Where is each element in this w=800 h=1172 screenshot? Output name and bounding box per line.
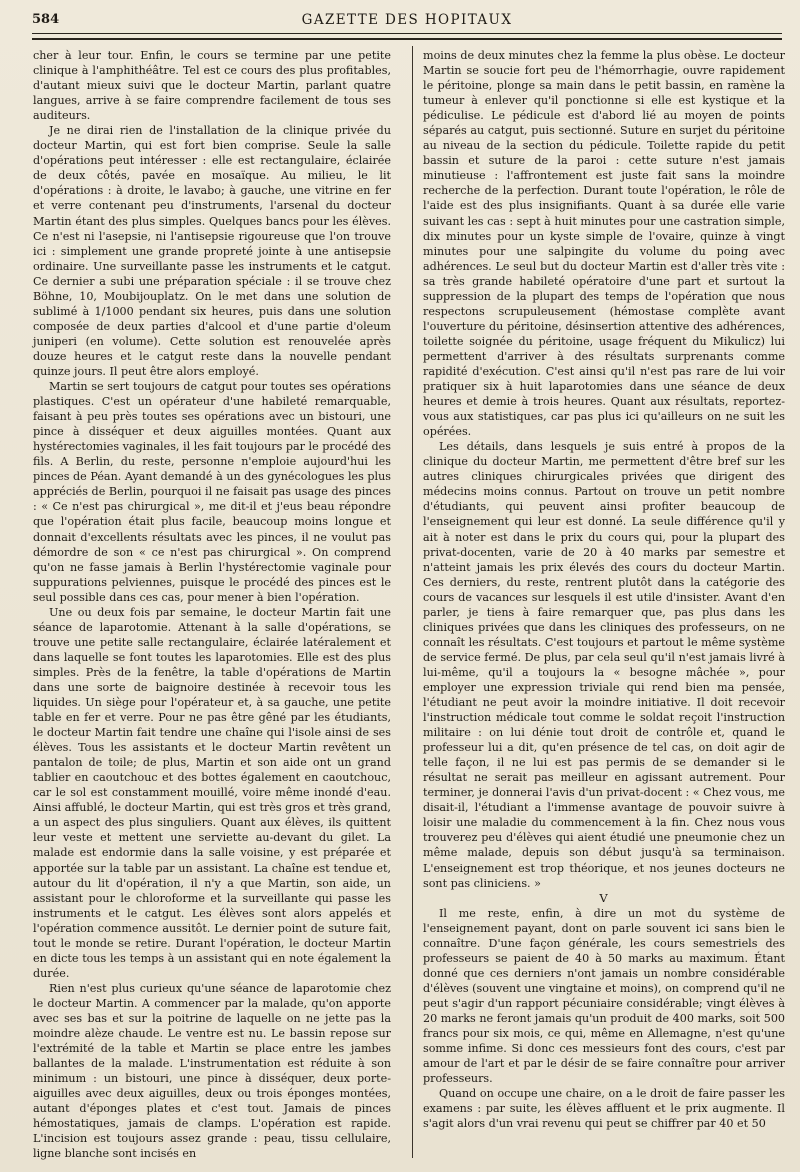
- page-header: [32, 8, 782, 30]
- paragraph: Martin se sert toujours de catgut pour toutes ses opérations plastiques. C'est un opérateur d'une habileté remarquable, faisant à peu près toutes ses opérations avec un bistouri, une pince à disséquer et deux aiguilles montées. Quant aux hystérectomies vaginales, il les fait toujours par le procédé des fils. A Berlin, du reste, personne n'emploie aujourd'hui les pinces de Péan. Ayant demandé à un des gynécologues les plus appréciés de Berlin, pourquoi il ne faisait pas usage des pinces : « Ce n'est pas chirurgical », me dit-il et j'eus beau répondre que l'opération était plus facile, beaucoup moins longue et donnait d'excellents résultats avec les pinces, il ne voulut pas démordre de son « ce n'est pas chirurgical ». On comprend qu'on ne fasse jamais à Berlin l'hystérectomie vaginale pour suppurations pelviennes, puisque le procédé des pinces est le seul possible dans ces cas, pour mener à bien l'opération.: [33, 380, 391, 604]
- header-rule-thin: [32, 33, 782, 34]
- page-number: 584: [32, 12, 60, 27]
- paragraph: Il me reste, enfin, à dire un mot du système de l'enseignement payant, dont on parle souvent ici sans bien le connaître. D'une façon générale, les cours semestriels des professeurs se paient de 40 à 50 marks au maximum. Étant donné que ces derniers n'ont jamais un nombre considérable d'élèves (souvent une vingtaine et moins), on comprend qu'il ne peut s'agir d'un rapport pécuniaire considérable; vingt élèves à 20 marks ne feront jamais qu'un produit de 400 marks, soit 500 francs pour six mois, ce qui, même en Allemagne, n'est qu'une somme infime. Si donc ces messieurs font des cours, c'est par amour de l'art et par le désir de se faire connaître pour arriver professeurs.: [423, 906, 785, 1086]
- paragraph: Je ne dirai rien de l'installation de la clinique privée du docteur Martin, qui est fort bien comprise. Seule la salle d'opérations peut intéresser : elle est rectangulaire, éclairée de deux côtés, pavée en mosaïque. Au milieu, le lit d'opérations : à droite, le lavabo; à gauche, une vitrine en fer et verre contenant peu d'instruments, l'arsenal du docteur Martin étant des plus simples. Quelques bancs pour les élèves. Ce n'est ni l'asepsie, ni l'antisepsie rigoureuse que l'on trouve ici : simplement une grande propreté jointe à une antisepsie ordinaire. Une surveillante passe les instruments et le catgut. Ce dernier a subi une préparation spéciale : il se trouve chez Böhne, 10, Moubijouplatz. On le met dans une solution de sublimé à 1/1000 pendant six heures, puis dans une solution composée de deux parties d'alcool et d'une partie d'oleum juniperi (en volume). Cette solution est renouvelée après douze heures et le catgut reste dans la nouvelle pendant quinze jours. Il peut être alors employé.: [33, 124, 391, 378]
- paragraph: cher à leur tour. Enfin, le cours se termine par une petite clinique à l'amphithéâtre. Tel est ce cours des plus profitables, d'autant mieux suivi que le docteur Martin, parlant quatre langues, arrive à se faire comprendre facilement de tous ses auditeurs.: [33, 49, 391, 123]
- paragraph: Une ou deux fois par semaine, le docteur Martin fait une séance de laparotomie. Attenant à la salle d'opérations, se trouve une petite salle rectangulaire, éclairée latéralement et dans laquelle se font toutes les laparotomies. Elle est des plus simples. Près de la fenêtre, la table d'opérations de Martin dans une sorte de baignoire destinée à recevoir tous les liquides. Un siège pour l'opérateur et, à sa gauche, une petite table en fer et verre. Pour ne pas être gêné par les étudiants, le docteur Martin fait tendre une chaîne qui l'isole ainsi de ses élèves. Tous les assistants et le docteur Martin revêtent un pantalon de toile; de plus, Martin et son aide ont un grand tablier en caoutchouc et des bottes également en caoutchouc, car le sol est constamment mouillé, voire même inondé d'eau. Ainsi affublé, le docteur Martin, qui est très gros et très grand, a un aspect des plus singuliers. Quant aux élèves, ils quittent leur veste et mettent une serviette au-devant du gilet. La malade est endormie dans la salle voisine, y est préparée et apportée sur la table par un assistant. La chaîne est tendue et, autour du lit d'opération, il n'y a que Martin, son aide, un assistant pour le chloroforme et la surveillante qui passe les instruments et le catgut. Les élèves sont alors appelés et l'opération commence aussitôt. Le dernier point de suture fait, tout le monde se retire. Durant l'opération, le docteur Martin en dicte tous les temps à un assistant qui en note également la durée.: [33, 605, 391, 980]
- paragraph: Rien n'est plus curieux qu'une séance de laparotomie chez le docteur Martin. A commencer par la malade, qu'on apporte avec ses bas et sur la poitrine de laquelle on ne jette pas la moindre alèze chaude. Le ventre est nu. Le bassin repose sur l'extrémité de la table et Martin se place entre les jambes ballantes de la malade. L'instrumentation est réduite à son minimum : un bistouri, une pince à disséquer, deux porte-aiguilles avec deux aiguilles, deux ou trois éponges montées, autant d'éponges plates et c'est tout. Jamais de pinces hémostatiques, jamais de clamps. L'opération est rapide. L'incision est toujours assez grande : peau, tissu cellulaire, ligne blanche sont incisés en: [33, 981, 391, 1161]
- section-numeral: V: [599, 890, 609, 905]
- paragraph: Quand on occupe une chaire, on a le droit de faire passer les examens : par suite, les élèves affluent et le prix augmente. Il s'agit alors d'un vrai revenu qui peut se chiffrer par 40 et 50: [423, 1087, 785, 1131]
- column-divider: [412, 46, 413, 1158]
- left-column: [33, 48, 391, 1161]
- journal-title: GAZETTE DES HOPITAUX: [301, 12, 513, 28]
- right-column: [423, 48, 785, 1131]
- header-rule-thick: [32, 38, 782, 40]
- paragraph: Les détails, dans lesquels je suis entré à propos de la clinique du docteur Martin, me permettent d'être bref sur les autres cliniques chirurgicales privées que dirigent des médecins moins connus. Partout on trouve un petit nombre d'étudiants, qui peuvent ainsi profiter beaucoup de l'enseignement qui leur est donné. La seule différence qu'il y ait à noter est dans le prix du cours qui, pour la plupart des privat-docenten, varie de 20 à 40 marks par semestre et n'atteint jamais les prix élevés des cours du docteur Martin. Ces derniers, du reste, rentrent plutôt dans la catégorie des cours de vacances sur lesquels il est utile d'insister. Avant d'en parler, je tiens à faire remarquer que, pas plus dans les cliniques privées que dans les cliniques des professeurs, on ne connaît les résultats. C'est toujours et partout le même système de service fermé. De plus, par cela seul qu'il n'est jamais livré à lui-même, qu'il a toujours la « besogne mâchée », pour employer une expression triviale qui rend bien ma pensée, l'étudiant ne peut avoir la moindre initiative. Il doit recevoir l'instruction médicale tout comme le soldat reçoit l'instruction militaire : on lui dénie tout droit de contrôle et, quand le professeur lui a dit, qu'en présence de tel cas, on doit agir de telle façon, il ne lui est pas permis de se demander si le résultat ne serait pas meilleur en agissant autrement. Pour terminer, je donnerai l'avis d'un privat-docent : « Chez vous, me disait-il, l'étudiant a l'immense avantage de pouvoir suivre à loisir une maladie du commencement à la fin. Chez nous vous trouverez peu d'élèves qui aient étudié une pneumonie chez un même malade, depuis son début jusqu'à sa terminaison. L'enseignement est trop théorique, et nos jeunes docteurs ne sont pas cliniciens. »: [423, 440, 785, 890]
- paragraph: moins de deux minutes chez la femme la plus obèse. Le docteur Martin se soucie fort peu de l'hémorrhagie, ouvre rapidement le péritoine, plonge sa main dans le petit bassin, en ramène la tumeur à enlever qu'il ponctionne si elle est kystique et la pédiculise. Le pédicule est d'abord lié au moyen de points séparés au catgut, puis sectionné. Suture en surjet du péritoine au niveau de la section du pédicule. Toilette rapide du petit bassin et suture de la paroi : cette suture n'est jamais minutieuse : l'affrontement est juste fait sans la moindre recherche de la perfection. Durant toute l'opération, le rôle de l'aide est des plus insignifiants. Quant à sa durée elle varie suivant les cas : sept à huit minutes pour une castration simple, dix minutes pour un kyste simple de l'ovaire, quinze à vingt minutes pour une salpingite du volume du poing avec adhérences. Le seul but du docteur Martin est d'aller très vite : sa très grande habileté opératoire d'une part et surtout la suppression de la plupart des temps de l'opération que nous respectons scrupuleusement (hémostase complète avant l'ouverture du péritoine, désinsertion attentive des adhérences, toilette soignée du péritoine, usage fréquent du Mikulicz) lui permettent d'arriver à des résultats surprenants comme rapidité d'exécution. C'est ainsi qu'il n'est pas rare de lui voir pratiquer six à huit laparotomies dans une séance de deux heures et demie à trois heures. Quant aux résultats, reportez-vous aux statistiques, car pas plus ici qu'ailleurs on ne suit les opérées.: [423, 49, 785, 439]
